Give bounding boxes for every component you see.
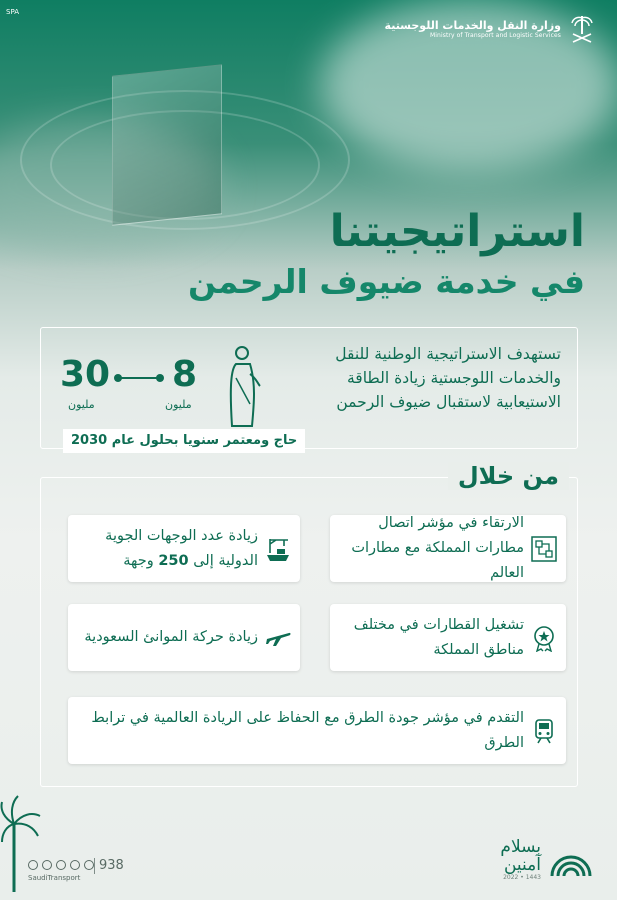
target-capacity-value: 30 <box>60 354 111 395</box>
destinations-count: 250 <box>158 552 189 569</box>
campaign-arch-icon <box>548 836 594 886</box>
campaign-line2: آمنين <box>503 855 541 875</box>
ministry-name-en: Ministry of Transport and Logistic Services <box>430 32 561 39</box>
hotline-number: 938 <box>99 858 124 873</box>
campaign-logo <box>500 838 541 881</box>
kaaba-illustration <box>112 64 222 226</box>
badge-icon <box>530 624 558 652</box>
ministry-logo <box>385 14 595 44</box>
network-icon <box>530 535 558 563</box>
social-icon[interactable] <box>28 860 38 870</box>
initiative-text-part: وجهة <box>123 552 159 569</box>
initiative-text: تشغيل القطارات في مختلف مناطق المملكة <box>353 616 524 658</box>
growth-arrow <box>118 377 160 379</box>
section-heading: من خلال <box>448 462 569 490</box>
page-title: استراتيجيتنا <box>329 206 585 257</box>
social-icon[interactable] <box>42 860 52 870</box>
footer-divider <box>94 858 95 874</box>
initiative-text: الارتقاء في مؤشر اتصال مطارات المملكة مع مطارات العالم <box>351 515 524 581</box>
initiative-card-destinations <box>68 515 300 582</box>
initiative-text-part: زيادة عدد الوجهات الجوية الدولية إلى <box>105 527 258 569</box>
agency-tag: SPA <box>6 8 20 16</box>
social-icon[interactable] <box>70 860 80 870</box>
social-handle: SaudiTransport <box>28 874 81 882</box>
initiative-card-trains <box>330 604 566 671</box>
campaign-years: 2022 • 1443 <box>503 874 541 881</box>
target-capacity-unit: مليون <box>68 398 95 411</box>
annual-target-caption: حاج ومعتمر سنويا بحلول عام 2030 <box>63 429 305 453</box>
train-icon <box>530 717 558 745</box>
crane-ship-icon <box>264 535 292 563</box>
ministry-name-ar: وزارة النقل والخدمات اللوجستية <box>384 19 561 32</box>
initiative-card-ports <box>68 604 300 671</box>
airplane-icon <box>264 624 292 652</box>
initiative-card-roads <box>68 697 566 764</box>
current-capacity-value: 8 <box>172 354 198 395</box>
social-icon[interactable] <box>84 860 94 870</box>
current-capacity-unit: مليون <box>165 398 192 411</box>
social-icon[interactable] <box>56 860 66 870</box>
page-subtitle: في خدمة ضيوف الرحمن <box>188 262 585 301</box>
pilgrim-icon <box>222 344 262 432</box>
palm-swords-icon <box>569 14 595 44</box>
strategy-text: تستهدف الاستراتيجية الوطنية للنقل والخدمات اللوجستية زيادة الطاقة الاستيعابية لاستقبال ضيوف الرحمن <box>335 345 561 411</box>
social-icons <box>28 860 94 870</box>
initiative-text: زيادة حركة الموانئ السعودية <box>84 629 258 645</box>
campaign-line1: بسلام <box>500 837 541 857</box>
initiative-text <box>68 524 258 574</box>
initiative-text: التقدم في مؤشر جودة الطرق مع الحفاظ على الريادة العالمية في ترابط الطرق <box>91 709 524 751</box>
initiative-card-airports <box>330 515 566 582</box>
